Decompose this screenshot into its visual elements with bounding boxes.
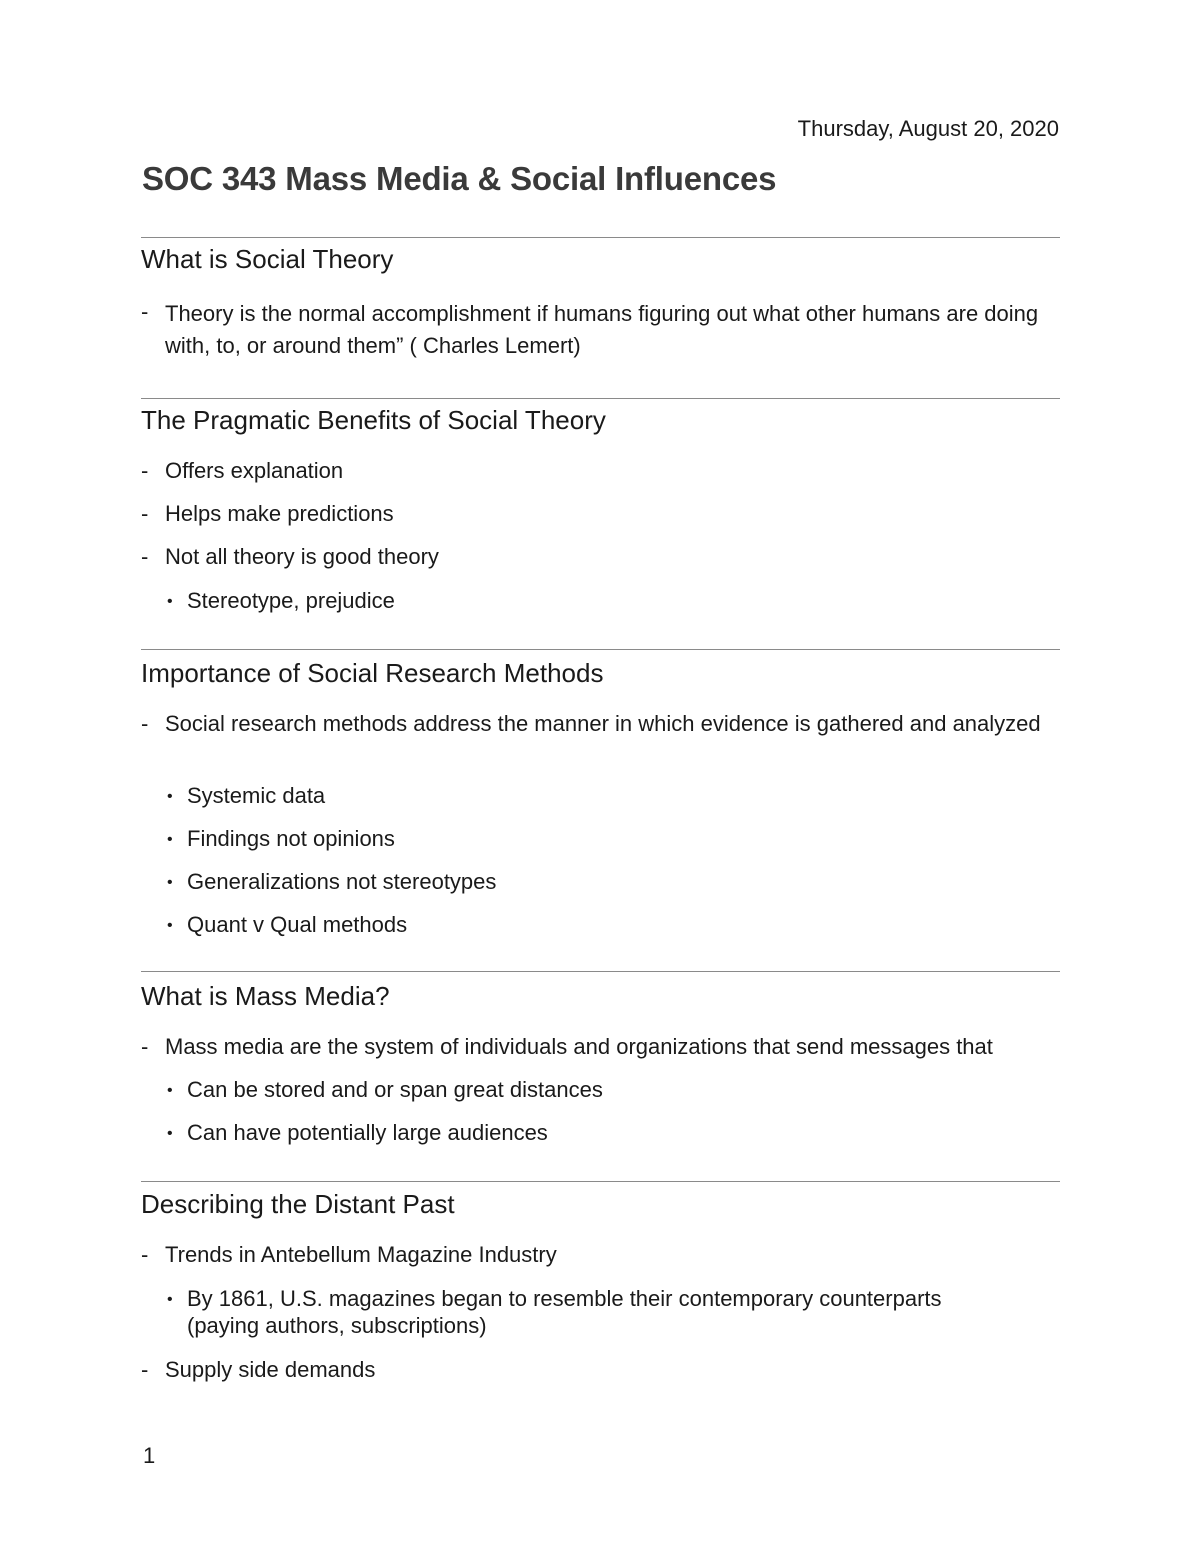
page-number: 1	[143, 1443, 156, 1468]
section-divider	[141, 237, 1060, 238]
bullet-marker: •	[167, 874, 173, 891]
dash-marker: -	[141, 458, 149, 483]
section-heading: Importance of Social Research Methods	[141, 658, 604, 688]
section-heading: What is Mass Media?	[141, 981, 390, 1011]
section-divider	[141, 1181, 1060, 1182]
bullet-marker: •	[167, 1291, 173, 1308]
dash-marker: -	[141, 501, 149, 526]
list-item: Offers explanation	[165, 458, 344, 483]
list-item: Trends in Antebellum Magazine Industry	[165, 1242, 557, 1267]
section-heading: What is Social Theory	[141, 244, 394, 274]
bullet-marker: •	[167, 917, 173, 934]
list-item: Social research methods address the manner in which evidence is gathered and analyzed	[165, 711, 1041, 736]
section-divider	[141, 649, 1060, 650]
document-title: SOC 343 Mass Media & Social Influences	[142, 160, 777, 197]
section-research-methods	[141, 649, 1060, 937]
list-subitem: Generalizations not stereotypes	[187, 869, 497, 894]
list-item: Mass media are the system of individuals and organizations that send messages that	[165, 1034, 993, 1059]
dash-marker: -	[141, 299, 149, 324]
dash-marker: -	[141, 711, 149, 736]
dash-marker: -	[141, 1242, 149, 1267]
section-pragmatic-benefits	[141, 398, 1060, 613]
section-distant-past	[141, 1181, 1060, 1382]
list-subitem: By 1861, U.S. magazines began to resemble their contemporary counterparts (paying authors, subscriptions)	[187, 1286, 942, 1338]
list-item-text: Theory is the normal accomplishment if humans figuring out what other humans are doing with, to, or around them” ( Charles Lemert)	[165, 301, 1039, 358]
section-heading: Describing the Distant Past	[141, 1189, 455, 1219]
list-subitem: Can have potentially large audiences	[187, 1120, 548, 1145]
list-item: Not all theory is good theory	[165, 544, 439, 569]
document-date: Thursday, August 20, 2020	[797, 116, 1059, 141]
bullet-marker: •	[167, 1125, 173, 1142]
bullet-marker: •	[167, 1082, 173, 1099]
section-divider	[141, 398, 1060, 399]
list-subitem: Can be stored and or span great distances	[187, 1077, 603, 1102]
dash-marker: -	[141, 1357, 149, 1382]
list-subitem: Quant v Qual methods	[187, 912, 408, 937]
list-item: Helps make predictions	[165, 501, 394, 526]
list-item: Supply side demands	[165, 1357, 376, 1382]
list-subitem: Stereotype, prejudice	[187, 588, 395, 613]
bullet-marker: •	[167, 593, 173, 610]
list-subitem: Systemic data	[187, 783, 326, 808]
section-heading: The Pragmatic Benefits of Social Theory	[141, 405, 606, 435]
section-what-is-social-theory	[141, 237, 1060, 358]
bullet-marker: •	[167, 788, 173, 805]
section-divider	[141, 971, 1060, 972]
dash-marker: -	[141, 544, 149, 569]
dash-marker: -	[141, 1034, 149, 1059]
bullet-marker: •	[167, 831, 173, 848]
section-what-is-mass-media	[141, 971, 1060, 1145]
list-item	[141, 298, 148, 326]
list-subitem: Findings not opinions	[187, 826, 395, 851]
